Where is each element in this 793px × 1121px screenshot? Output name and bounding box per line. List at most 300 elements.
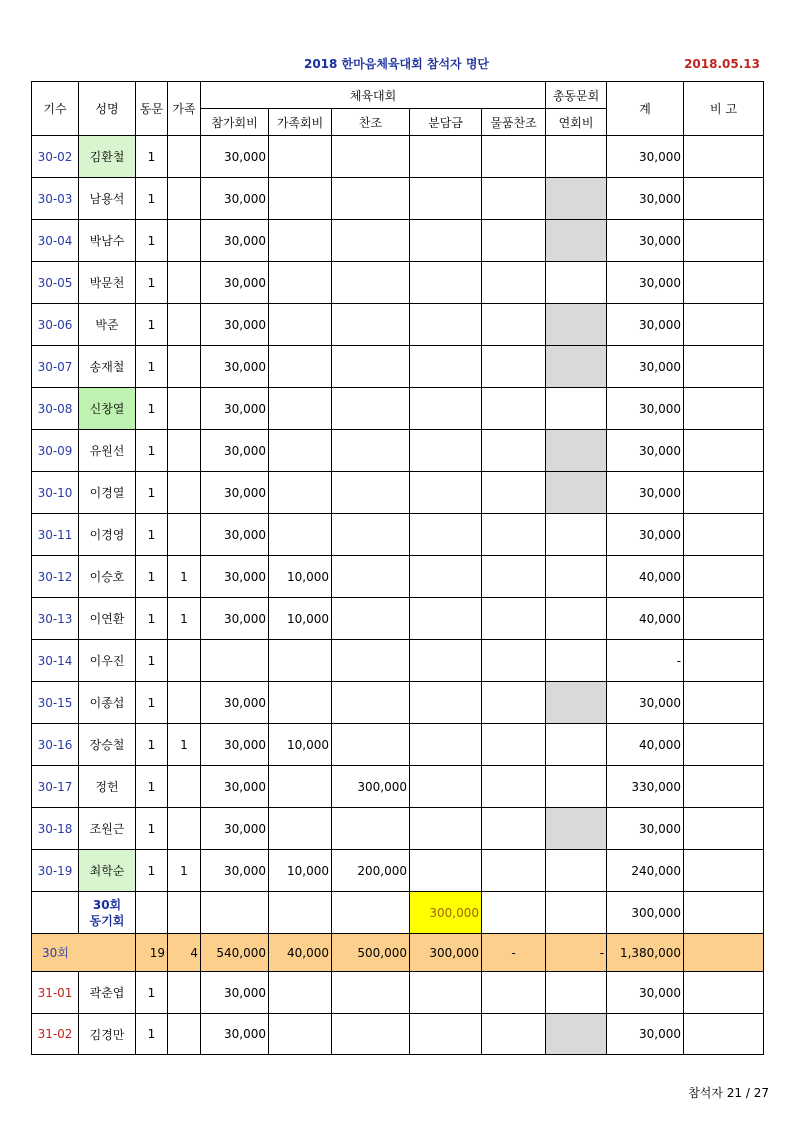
participation-cell: 30,000 [201, 136, 269, 178]
sponsorship-cell [332, 262, 410, 304]
header-total: 계 [607, 82, 684, 136]
share-cell [410, 388, 482, 430]
name-cell: 곽춘엽 [79, 972, 136, 1014]
total-note-cell [684, 934, 764, 972]
header-share: 분담금 [410, 109, 482, 136]
gisu-cell: 30-05 [32, 262, 79, 304]
gisu-cell: 30-03 [32, 178, 79, 220]
total-cell: 30,000 [607, 136, 684, 178]
table-row [32, 178, 764, 220]
gisu-cell: 30-19 [32, 850, 79, 892]
family-cell [168, 262, 201, 304]
table-row-dongi [32, 892, 764, 934]
goods-cell [482, 262, 546, 304]
goods-cell [482, 430, 546, 472]
annual-cell [546, 724, 607, 766]
dongmun-cell: 1 [136, 388, 168, 430]
dongmun-cell: 1 [136, 472, 168, 514]
name-cell: 이우진 [79, 640, 136, 682]
family-fee-cell [269, 388, 332, 430]
gisu-cell: 30-16 [32, 724, 79, 766]
family-cell [168, 346, 201, 388]
name-cell: 조원근 [79, 808, 136, 850]
participation-cell: 30,000 [201, 472, 269, 514]
family-fee-cell [269, 346, 332, 388]
table-row [32, 262, 764, 304]
share-cell [410, 1014, 482, 1055]
table-row [32, 1014, 764, 1055]
family-fee-cell [269, 472, 332, 514]
goods-cell [482, 808, 546, 850]
sponsorship-cell [332, 430, 410, 472]
family-cell [168, 220, 201, 262]
share-cell [410, 598, 482, 640]
note-cell [684, 972, 764, 1014]
dongmun-cell: 1 [136, 514, 168, 556]
family-cell: 1 [168, 598, 201, 640]
sponsorship-cell [332, 556, 410, 598]
family-cell [168, 682, 201, 724]
gisu-cell: 30-15 [32, 682, 79, 724]
total-cell: 30,000 [607, 472, 684, 514]
total-cell: 300,000 [607, 892, 684, 934]
note-cell [684, 850, 764, 892]
annual-cell [546, 346, 607, 388]
participation-cell: 30,000 [201, 808, 269, 850]
name-cell: 박남수 [79, 220, 136, 262]
name-cell: 유원선 [79, 430, 136, 472]
total-cell: 30,000 [607, 430, 684, 472]
table-row [32, 136, 764, 178]
total-cell: 30,000 [607, 262, 684, 304]
family-cell [168, 388, 201, 430]
note-cell [684, 514, 764, 556]
participation-cell: 30,000 [201, 724, 269, 766]
sponsorship-cell: 300,000 [332, 766, 410, 808]
note-cell [684, 472, 764, 514]
header-sponsorship: 찬조 [332, 109, 410, 136]
goods-cell [482, 136, 546, 178]
name-cell: 이경영 [79, 514, 136, 556]
annual-cell [546, 766, 607, 808]
name-cell: 송재철 [79, 346, 136, 388]
total-cell: 30,000 [607, 682, 684, 724]
header-participation-fee: 참가회비 [201, 109, 269, 136]
header-gisu: 기수 [32, 82, 79, 136]
note-cell [684, 262, 764, 304]
attendee-table [31, 81, 764, 1055]
family-cell [168, 514, 201, 556]
name-cell: 박문천 [79, 262, 136, 304]
dongmun-cell: 1 [136, 1014, 168, 1055]
header-note: 비 고 [684, 82, 764, 136]
share-cell: 300,000 [410, 892, 482, 934]
goods-cell [482, 178, 546, 220]
annual-cell [546, 304, 607, 346]
participation-cell: 30,000 [201, 514, 269, 556]
header-family-fee: 가족회비 [269, 109, 332, 136]
table-row [32, 640, 764, 682]
total-participation-cell: 540,000 [201, 934, 269, 972]
family-cell: 1 [168, 724, 201, 766]
goods-cell [482, 766, 546, 808]
table-row [32, 556, 764, 598]
sponsorship-cell [332, 724, 410, 766]
total-gisu-cell: 30회 [32, 934, 136, 972]
share-cell [410, 178, 482, 220]
dongmun-cell: 1 [136, 220, 168, 262]
gisu-cell [32, 892, 79, 934]
participation-cell: 30,000 [201, 346, 269, 388]
dongmun-cell: 1 [136, 136, 168, 178]
sponsorship-cell [332, 346, 410, 388]
dongmun-cell: 1 [136, 972, 168, 1014]
share-cell [410, 304, 482, 346]
table-row [32, 388, 764, 430]
header-dongmun: 동문 [136, 82, 168, 136]
table-row-total [32, 934, 764, 972]
name-cell: 이종섭 [79, 682, 136, 724]
sponsorship-cell [332, 178, 410, 220]
dongmun-cell: 1 [136, 346, 168, 388]
gisu-cell: 30-11 [32, 514, 79, 556]
dongmun-cell: 1 [136, 850, 168, 892]
total-sponsorship-cell: 500,000 [332, 934, 410, 972]
gisu-cell: 30-12 [32, 556, 79, 598]
annual-cell [546, 178, 607, 220]
family-cell [168, 766, 201, 808]
participation-cell: 30,000 [201, 766, 269, 808]
family-cell [168, 640, 201, 682]
table-row [32, 766, 764, 808]
dongmun-cell: 1 [136, 766, 168, 808]
annual-cell [546, 472, 607, 514]
sponsorship-cell [332, 640, 410, 682]
goods-cell [482, 682, 546, 724]
gisu-cell: 30-08 [32, 388, 79, 430]
note-cell [684, 766, 764, 808]
sponsorship-cell [332, 1014, 410, 1055]
total-cell: - [607, 640, 684, 682]
goods-cell [482, 556, 546, 598]
total-cell: 30,000 [607, 1014, 684, 1055]
goods-cell [482, 220, 546, 262]
total-cell: 30,000 [607, 808, 684, 850]
family-cell [168, 892, 201, 934]
family-cell [168, 472, 201, 514]
goods-cell [482, 346, 546, 388]
table-row [32, 682, 764, 724]
family-cell [168, 972, 201, 1014]
gisu-cell: 31-01 [32, 972, 79, 1014]
annual-cell [546, 262, 607, 304]
table-row [32, 598, 764, 640]
family-cell [168, 430, 201, 472]
header-annual-fee: 연회비 [546, 109, 607, 136]
annual-cell [546, 220, 607, 262]
name-cell: 최학순 [79, 850, 136, 892]
page-indicator: 참석자 21 / 27 [688, 1086, 769, 1100]
family-cell [168, 304, 201, 346]
gisu-cell: 31-02 [32, 1014, 79, 1055]
dongmun-cell: 1 [136, 598, 168, 640]
participation-cell: 30,000 [201, 304, 269, 346]
total-family-cell: 4 [168, 934, 201, 972]
header-alumni-group: 총동문회 [546, 82, 607, 109]
gisu-cell: 30-10 [32, 472, 79, 514]
note-cell [684, 430, 764, 472]
participation-cell [201, 640, 269, 682]
sponsorship-cell [332, 388, 410, 430]
family-fee-cell [269, 136, 332, 178]
family-fee-cell [269, 304, 332, 346]
header-name: 성명 [79, 82, 136, 136]
name-cell: 장승철 [79, 724, 136, 766]
participation-cell: 30,000 [201, 556, 269, 598]
name-cell: 남용석 [79, 178, 136, 220]
share-cell [410, 724, 482, 766]
family-cell [168, 178, 201, 220]
header-goods: 물품찬조 [482, 109, 546, 136]
sponsorship-cell [332, 598, 410, 640]
note-cell [684, 556, 764, 598]
gisu-cell: 30-07 [32, 346, 79, 388]
dongmun-cell: 1 [136, 556, 168, 598]
dongmun-cell: 1 [136, 724, 168, 766]
share-cell [410, 766, 482, 808]
table-row [32, 220, 764, 262]
share-cell [410, 682, 482, 724]
dongmun-cell: 1 [136, 808, 168, 850]
family-fee-cell [269, 430, 332, 472]
share-cell [410, 972, 482, 1014]
note-cell [684, 304, 764, 346]
gisu-cell: 30-13 [32, 598, 79, 640]
dongmun-cell [136, 892, 168, 934]
note-cell [684, 178, 764, 220]
gisu-cell: 30-09 [32, 430, 79, 472]
goods-cell [482, 1014, 546, 1055]
gisu-cell: 30-18 [32, 808, 79, 850]
share-cell [410, 556, 482, 598]
name-cell: 이승호 [79, 556, 136, 598]
annual-cell [546, 640, 607, 682]
participation-cell: 30,000 [201, 1014, 269, 1055]
gisu-cell: 30-17 [32, 766, 79, 808]
total-dongmun-cell: 19 [136, 934, 168, 972]
share-cell [410, 136, 482, 178]
table-row [32, 472, 764, 514]
note-cell [684, 724, 764, 766]
total-cell: 240,000 [607, 850, 684, 892]
total-cell: 40,000 [607, 556, 684, 598]
family-cell: 1 [168, 850, 201, 892]
share-cell [410, 514, 482, 556]
annual-cell [546, 136, 607, 178]
family-fee-cell [269, 808, 332, 850]
dongmun-cell: 1 [136, 682, 168, 724]
total-cell: 30,000 [607, 514, 684, 556]
goods-cell [482, 472, 546, 514]
header-family: 가족 [168, 82, 201, 136]
family-fee-cell [269, 262, 332, 304]
total-annual-cell: - [546, 934, 607, 972]
family-fee-cell [269, 1014, 332, 1055]
dongmun-cell: 1 [136, 430, 168, 472]
gisu-cell: 30-04 [32, 220, 79, 262]
sponsorship-cell: 200,000 [332, 850, 410, 892]
gisu-cell: 30-14 [32, 640, 79, 682]
annual-cell [546, 850, 607, 892]
goods-cell [482, 892, 546, 934]
sponsorship-cell [332, 514, 410, 556]
share-cell [410, 850, 482, 892]
total-goods-cell: - [482, 934, 546, 972]
goods-cell [482, 388, 546, 430]
dongmun-cell: 1 [136, 304, 168, 346]
participation-cell: 30,000 [201, 262, 269, 304]
table-row [32, 304, 764, 346]
note-cell [684, 388, 764, 430]
annual-cell [546, 598, 607, 640]
family-cell: 1 [168, 556, 201, 598]
family-fee-cell: 10,000 [269, 556, 332, 598]
note-cell [684, 346, 764, 388]
table-row [32, 430, 764, 472]
total-cell: 30,000 [607, 388, 684, 430]
annual-cell [546, 1014, 607, 1055]
annual-cell [546, 808, 607, 850]
table-row [32, 972, 764, 1014]
share-cell [410, 472, 482, 514]
family-fee-cell [269, 220, 332, 262]
sponsorship-cell [332, 136, 410, 178]
dongmun-cell: 1 [136, 640, 168, 682]
table-row [32, 850, 764, 892]
participation-cell: 30,000 [201, 598, 269, 640]
family-fee-cell [269, 640, 332, 682]
document-title: 2018 한마음체육대회 참석자 명단 [303, 57, 490, 71]
table-row [32, 514, 764, 556]
table-row [32, 346, 764, 388]
share-cell [410, 808, 482, 850]
family-fee-cell [269, 892, 332, 934]
name-cell: 김경만 [79, 1014, 136, 1055]
name-cell [79, 892, 136, 934]
gisu-cell: 30-02 [32, 136, 79, 178]
document-date: 2018.05.13 [684, 57, 760, 71]
total-cell: 330,000 [607, 766, 684, 808]
family-fee-cell: 10,000 [269, 724, 332, 766]
header-sports-group: 체육대회 [201, 82, 546, 109]
name-cell: 박준 [79, 304, 136, 346]
participation-cell: 30,000 [201, 972, 269, 1014]
annual-cell [546, 556, 607, 598]
goods-cell [482, 304, 546, 346]
annual-cell [546, 892, 607, 934]
sponsorship-cell [332, 220, 410, 262]
participation-cell: 30,000 [201, 388, 269, 430]
name-cell: 이경열 [79, 472, 136, 514]
family-fee-cell [269, 514, 332, 556]
total-cell: 30,000 [607, 346, 684, 388]
family-cell [168, 136, 201, 178]
note-cell [684, 136, 764, 178]
dongi-line1: 30회 [92, 897, 122, 912]
total-sum-cell: 1,380,000 [607, 934, 684, 972]
sponsorship-cell [332, 682, 410, 724]
participation-cell: 30,000 [201, 850, 269, 892]
total-share-cell: 300,000 [410, 934, 482, 972]
note-cell [684, 808, 764, 850]
name-cell: 이연환 [79, 598, 136, 640]
goods-cell [482, 514, 546, 556]
share-cell [410, 346, 482, 388]
participation-cell [201, 892, 269, 934]
share-cell [410, 220, 482, 262]
annual-cell [546, 388, 607, 430]
annual-cell [546, 682, 607, 724]
name-cell: 정헌 [79, 766, 136, 808]
note-cell [684, 1014, 764, 1055]
share-cell [410, 640, 482, 682]
participation-cell: 30,000 [201, 682, 269, 724]
table-row [32, 808, 764, 850]
sponsorship-cell [332, 808, 410, 850]
sponsorship-cell [332, 304, 410, 346]
family-fee-cell: 10,000 [269, 598, 332, 640]
note-cell [684, 220, 764, 262]
note-cell [684, 682, 764, 724]
total-family-fee-cell: 40,000 [269, 934, 332, 972]
total-cell: 30,000 [607, 178, 684, 220]
family-fee-cell [269, 972, 332, 1014]
total-cell: 40,000 [607, 724, 684, 766]
family-fee-cell [269, 766, 332, 808]
name-cell: 김환철 [79, 136, 136, 178]
note-cell [684, 640, 764, 682]
participation-cell: 30,000 [201, 178, 269, 220]
participation-cell: 30,000 [201, 430, 269, 472]
share-cell [410, 262, 482, 304]
goods-cell [482, 850, 546, 892]
dongmun-cell: 1 [136, 262, 168, 304]
family-fee-cell [269, 682, 332, 724]
total-cell: 30,000 [607, 220, 684, 262]
dongi-line2: 동기회 [89, 913, 125, 928]
total-cell: 40,000 [607, 598, 684, 640]
goods-cell [482, 640, 546, 682]
annual-cell [546, 972, 607, 1014]
goods-cell [482, 972, 546, 1014]
participation-cell: 30,000 [201, 220, 269, 262]
family-cell [168, 808, 201, 850]
dongmun-cell: 1 [136, 178, 168, 220]
family-fee-cell [269, 178, 332, 220]
goods-cell [482, 724, 546, 766]
total-cell: 30,000 [607, 304, 684, 346]
annual-cell [546, 514, 607, 556]
name-cell: 신창열 [79, 388, 136, 430]
sponsorship-cell [332, 472, 410, 514]
total-cell: 30,000 [607, 972, 684, 1014]
annual-cell [546, 430, 607, 472]
family-fee-cell: 10,000 [269, 850, 332, 892]
note-cell [684, 598, 764, 640]
family-cell [168, 1014, 201, 1055]
table-row [32, 724, 764, 766]
sponsorship-cell [332, 892, 410, 934]
